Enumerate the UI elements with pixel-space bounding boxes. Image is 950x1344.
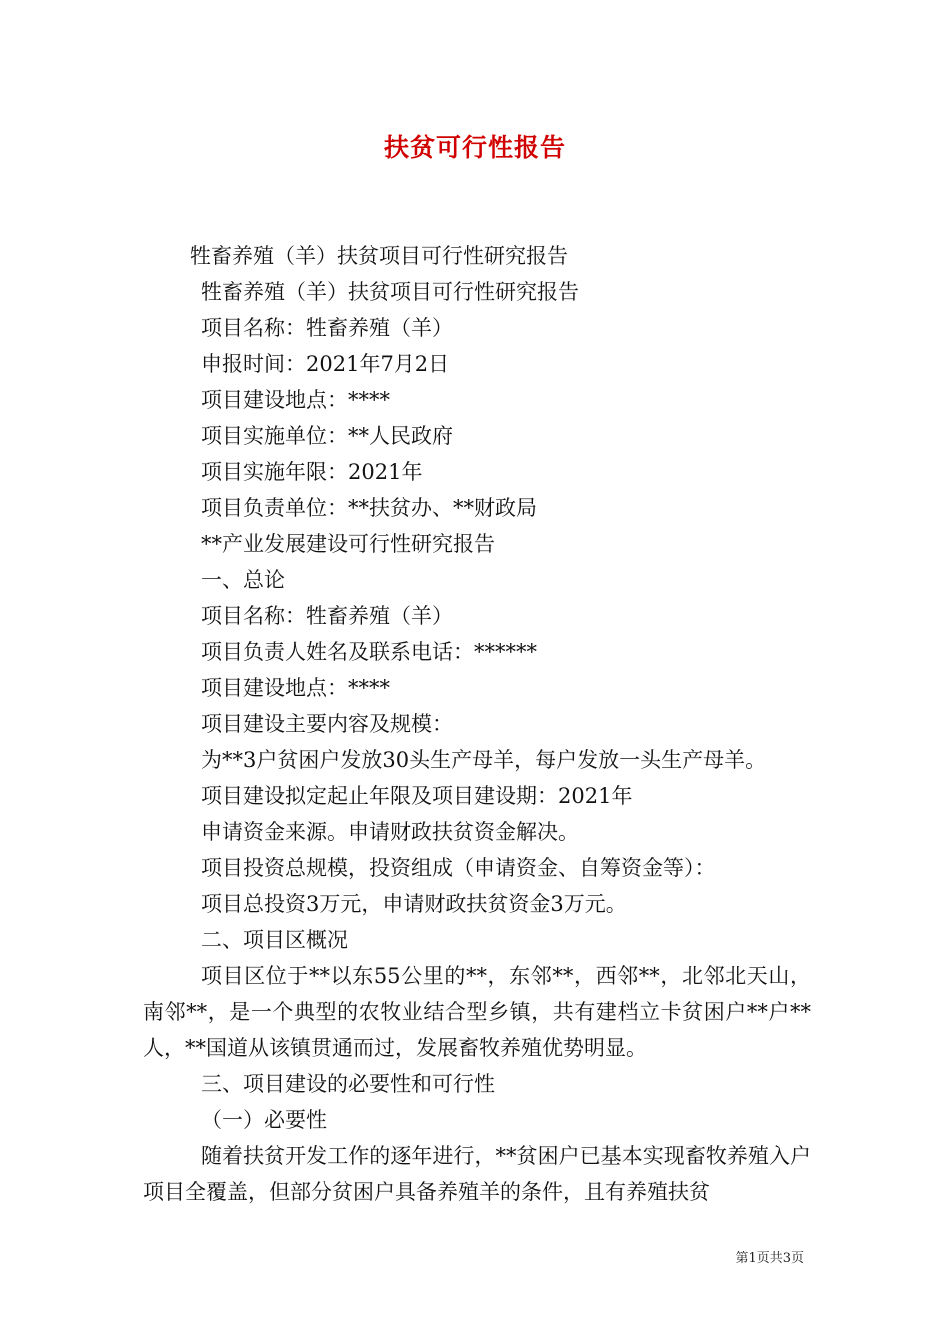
text-line: 项目名称：牲畜养殖（羊）: [201, 604, 453, 628]
text-line: 项目实施单位：**人民政府: [201, 424, 453, 448]
text-line: 为**3户贫困户发放30头生产母羊，每户发放一头生产母羊。: [201, 748, 767, 772]
text-line: 项目名称：牲畜养殖（羊）: [201, 316, 453, 340]
text-line: 项目负责人姓名及联系电话：******: [201, 640, 537, 664]
text-line: 项目投资总规模，投资组成（申请资金、自筹资金等）：: [201, 856, 716, 880]
section-heading: 二、项目区概况: [201, 928, 348, 952]
text-line: 项目负责单位：**扶贫办、**财政局: [201, 496, 537, 520]
section-heading: 三、项目建设的必要性和可行性: [201, 1072, 495, 1096]
text-line: 项目建设地点：****: [201, 388, 390, 412]
paragraph: 随着扶贫开发工作的逐年进行，**贫困户已基本实现畜牧养殖入户项目全覆盖，但部分贫困户具备养殖羊的条件，且有养殖扶贫: [143, 1144, 811, 1204]
document-body: [143, 238, 811, 1210]
subsection-heading: （一）必要性: [201, 1108, 327, 1132]
text-line: 申请资金来源。申请财政扶贫资金解决。: [201, 820, 579, 844]
document-title: 扶贫可行性报告: [383, 133, 566, 162]
page-footer: 第1页共3页: [735, 1251, 804, 1266]
paragraph: 项目区位于**以东55公里的**，东邻**，西邻**，北邻北天山，南邻**，是一个典型的农牧业结合型乡镇，共有建档立卡贫困户**户**人，**国道从该镇贯通而过，发展畜牧养殖优势明显。: [143, 964, 811, 1060]
text-line: 牲畜养殖（羊）扶贫项目可行性研究报告: [201, 280, 579, 304]
text-line: 牲畜养殖（羊）扶贫项目可行性研究报告: [190, 244, 568, 268]
text-line: 项目实施年限：2021年: [201, 460, 423, 484]
text-line: 项目建设拟定起止年限及项目建设期：2021年: [201, 784, 633, 808]
section-heading: 一、总论: [201, 568, 285, 592]
text-line: **产业发展建设可行性研究报告: [201, 532, 495, 556]
text-line: 项目建设主要内容及规模：: [201, 712, 453, 736]
text-line: 申报时间：2021年7月2日: [201, 352, 450, 376]
text-line: 项目建设地点：****: [201, 676, 390, 700]
text-line: 项目总投资3万元，申请财政扶贫资金3万元。: [201, 892, 627, 916]
